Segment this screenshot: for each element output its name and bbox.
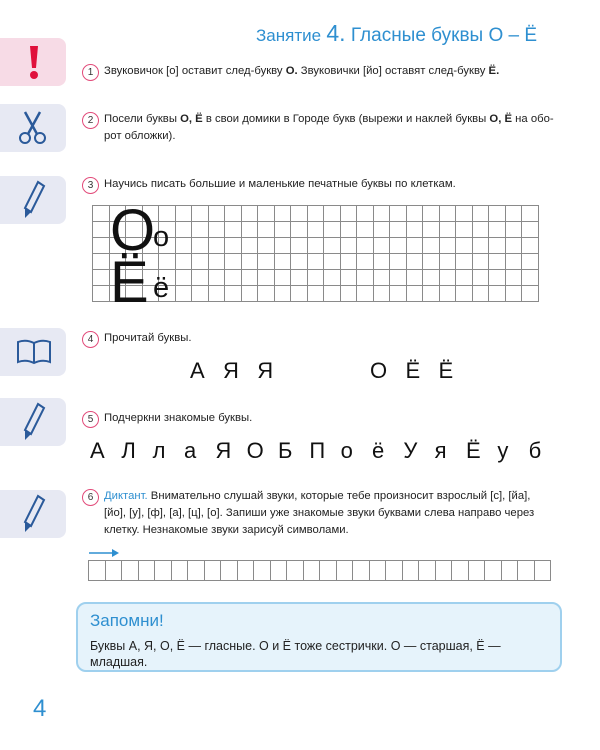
grid-cell[interactable] [485,561,502,581]
grid-cell[interactable] [357,222,374,238]
grid-cell[interactable] [489,238,506,254]
grid-cell[interactable] [274,270,291,286]
grid-cell[interactable] [357,254,374,270]
grid-cell[interactable] [192,270,209,286]
grid-cell[interactable] [505,254,522,270]
grid-cell[interactable] [274,238,291,254]
grid-cell[interactable] [105,561,122,581]
grid-cell[interactable] [274,286,291,302]
grid-cell[interactable] [155,561,172,581]
grid-cell[interactable] [456,206,473,222]
exclamation-icon [22,42,46,82]
grid-cell[interactable] [93,270,110,286]
pencil-tab-1 [0,176,66,224]
grid-cell[interactable] [192,286,209,302]
grid-cell[interactable] [340,206,357,222]
grid-cell[interactable] [522,286,539,302]
grid-small-letter-yo: ё [153,272,170,304]
grid-cell[interactable] [423,270,440,286]
grid-cell[interactable] [171,561,188,581]
grid-cell[interactable] [241,286,258,302]
underline-letters-row [88,438,558,466]
underline-letter[interactable]: А [90,438,105,463]
grid-cell[interactable] [340,286,357,302]
grid-cell[interactable] [353,561,370,581]
underline-letter[interactable]: Ё [466,438,481,463]
task-number-2: 2 [82,112,99,129]
grid-cell[interactable] [93,206,110,222]
grid-cell[interactable] [390,286,407,302]
grid-cell[interactable] [307,286,324,302]
grid-cell[interactable] [254,561,271,581]
underline-letter[interactable]: б [528,438,542,463]
underline-letter[interactable]: у [497,438,509,463]
grid-cell[interactable] [175,270,192,286]
grid-cell[interactable] [307,254,324,270]
grid-cell[interactable] [274,206,291,222]
underline-letter[interactable]: л [152,438,166,463]
grid-cell[interactable] [406,222,423,238]
grid-cell[interactable] [522,222,539,238]
grid-cell[interactable] [237,561,254,581]
grid-cell[interactable] [439,222,456,238]
grid-cell[interactable] [274,222,291,238]
grid-cell[interactable] [258,222,275,238]
grid-cell[interactable] [324,286,341,302]
grid-cell[interactable] [138,561,155,581]
grid-cell[interactable] [373,206,390,222]
grid-cell[interactable] [241,270,258,286]
grid-cell[interactable] [307,238,324,254]
grid-cell[interactable] [208,238,225,254]
grid-cell[interactable] [522,206,539,222]
grid-cell[interactable] [225,222,242,238]
grid-cell[interactable] [406,286,423,302]
grid-cell[interactable] [522,254,539,270]
grid-cell[interactable] [225,254,242,270]
grid-cell[interactable] [489,286,506,302]
grid-cell[interactable] [291,206,308,222]
grid-cell[interactable] [320,561,337,581]
grid-cell[interactable] [188,561,205,581]
grid-cell[interactable] [439,270,456,286]
remember-title: Запомни! [90,611,164,630]
grid-cell[interactable] [423,286,440,302]
grid-cell[interactable] [258,270,275,286]
grid-cell[interactable] [406,238,423,254]
grid-cell[interactable] [291,270,308,286]
dictation-grid-table[interactable] [88,560,551,581]
grid-cell[interactable] [241,222,258,238]
grid-cell[interactable] [291,222,308,238]
grid-cell[interactable] [505,206,522,222]
grid-cell[interactable] [291,238,308,254]
grid-cell[interactable] [225,270,242,286]
task-1-text: Звуковичок [о] оставит след-букву О. Звуковички [йо] оставят след-букву Ё. [104,65,500,77]
grid-cell[interactable] [291,286,308,302]
task-5-text: Подчеркни знакомые буквы. [104,412,253,424]
underline-letter[interactable]: о [340,438,353,463]
grid-cell[interactable] [336,561,353,581]
task-6-text: Диктант. Внимательно слушай звуки, которые тебе произносит взрослый [с], [йа], [йо], [у], [ф], [а], [ц], [о]. Запиши уже знакомые звуки буквами слева направо через клетку. Незнакомые звуки зарисуй символами. [104,490,535,536]
underline-letter[interactable]: Л [121,438,136,463]
grid-cell[interactable] [208,270,225,286]
grid-cell[interactable] [456,254,473,270]
page-number: 4 [33,695,47,722]
grid-cell[interactable] [208,254,225,270]
grid-cell[interactable] [192,206,209,222]
grid-cell[interactable] [225,206,242,222]
grid-cell[interactable] [175,222,192,238]
pencil-icon [22,180,46,222]
grid-cell[interactable] [472,286,489,302]
task-number-3: 3 [82,177,99,194]
grid-cell[interactable] [324,206,341,222]
grid-cell[interactable] [402,561,419,581]
grid-cell[interactable] [423,238,440,254]
scissors-tab [0,104,66,152]
grid-cell[interactable] [93,254,110,270]
grid-cell[interactable] [456,238,473,254]
grid-cell[interactable] [472,238,489,254]
book-tab [0,328,66,376]
task-number-4: 4 [82,331,99,348]
underline-letter[interactable]: Я [215,438,232,463]
grid-cell[interactable] [423,222,440,238]
grid-big-letter-o: О [110,198,156,263]
scissors-icon [18,108,48,148]
page-title: Занятие 4. Гласные буквы О – Ё [256,20,538,46]
grid-cell[interactable] [324,222,341,238]
grid-cell[interactable] [303,561,320,581]
grid-cell[interactable] [373,270,390,286]
grid-cell[interactable] [406,254,423,270]
grid-cell[interactable] [505,222,522,238]
task-2-text: Посели буквы О, Ё в свои домики в Городе букв (вырежи и наклей буквы О, Ё на обо- рот обложки). [104,113,554,142]
grid-cell[interactable] [307,222,324,238]
grid-cell[interactable] [489,206,506,222]
grid-cell[interactable] [439,286,456,302]
grid-cell[interactable] [291,254,308,270]
grid-cell[interactable] [501,561,518,581]
grid-cell[interactable] [373,222,390,238]
grid-cell[interactable] [192,254,209,270]
grid-cell[interactable] [192,238,209,254]
grid-cell[interactable] [340,270,357,286]
grid-cell[interactable] [357,206,374,222]
grid-cell[interactable] [340,238,357,254]
pencil-icon [22,494,46,536]
grid-cell[interactable] [518,561,535,581]
pencil-icon [22,402,46,444]
grid-cell[interactable] [340,254,357,270]
task-3-text: Научись писать большие и маленькие печатные буквы по клеткам. [104,178,456,190]
grid-cell[interactable] [258,206,275,222]
grid-cell[interactable] [390,254,407,270]
grid-cell[interactable] [390,222,407,238]
grid-cell[interactable] [225,286,242,302]
read-letters-group-1: А Я Я [190,358,274,383]
underline-letter[interactable]: Б [278,438,293,463]
grid-cell[interactable] [340,222,357,238]
grid-cell[interactable] [357,270,374,286]
grid-cell[interactable] [357,238,374,254]
grid-cell[interactable] [175,286,192,302]
grid-cell[interactable] [175,254,192,270]
grid-cell[interactable] [274,254,291,270]
book-icon [16,338,52,368]
grid-cell[interactable] [472,206,489,222]
task-number-6: 6 [82,489,99,506]
grid-cell[interactable] [324,238,341,254]
grid-cell[interactable] [307,206,324,222]
underline-letter[interactable]: О [246,438,264,463]
grid-cell[interactable] [258,286,275,302]
grid-big-letter-yo: Ё [110,250,149,315]
grid-cell[interactable] [390,238,407,254]
grid-cell[interactable] [386,561,403,581]
grid-cell[interactable] [505,238,522,254]
grid-cell[interactable] [175,206,192,222]
grid-cell[interactable] [406,270,423,286]
grid-cell[interactable] [522,270,539,286]
grid-cell[interactable] [522,238,539,254]
grid-cell[interactable] [435,561,452,581]
grid-cell[interactable] [439,206,456,222]
grid-cell[interactable] [456,286,473,302]
grid-cell[interactable] [505,286,522,302]
grid-cell[interactable] [439,254,456,270]
grid-cell[interactable] [93,286,110,302]
remember-box [76,602,562,672]
grid-cell[interactable] [423,254,440,270]
grid-cell[interactable] [534,561,551,581]
grid-cell[interactable] [472,222,489,238]
grid-cell[interactable] [472,254,489,270]
grid-cell[interactable] [489,254,506,270]
task-4-text: Прочитай буквы. [104,332,192,344]
grid-cell[interactable] [489,270,506,286]
grid-cell[interactable] [390,270,407,286]
grid-cell[interactable] [204,561,221,581]
grid-cell[interactable] [324,254,341,270]
grid-cell[interactable] [373,286,390,302]
remember-text: Буквы А, Я, О, Ё — гласные. О и Ё тоже сестрички. О — старшая, Ё — младшая. [90,639,501,669]
task-number-1: 1 [82,64,99,81]
grid-cell[interactable] [287,561,304,581]
grid-cell[interactable] [439,238,456,254]
grid-cell[interactable] [373,254,390,270]
grid-cell[interactable] [122,561,139,581]
grid-cell[interactable] [208,222,225,238]
grid-cell[interactable] [390,206,407,222]
grid-small-letter-o: о [153,221,170,253]
task-number-5: 5 [82,411,99,428]
grid-cell[interactable] [221,561,238,581]
exclamation-tab [0,38,66,86]
grid-cell[interactable] [241,206,258,222]
grid-cell[interactable] [419,561,436,581]
grid-cell[interactable] [208,206,225,222]
grid-cell[interactable] [456,222,473,238]
grid-cell[interactable] [258,238,275,254]
grid-cell[interactable] [241,238,258,254]
grid-cell[interactable] [357,286,374,302]
grid-cell[interactable] [159,206,176,222]
underline-letter[interactable]: а [184,438,197,463]
grid-cell[interactable] [468,561,485,581]
grid-cell[interactable] [93,238,110,254]
pencil-tab-2 [0,398,66,446]
grid-cell[interactable] [373,238,390,254]
underline-letter[interactable]: ё [372,438,385,463]
grid-cell[interactable] [258,254,275,270]
grid-cell[interactable] [307,270,324,286]
grid-cell[interactable] [241,254,258,270]
grid-cell[interactable] [369,561,386,581]
underline-letter[interactable]: П [309,438,326,463]
underline-letter[interactable]: я [434,438,447,463]
grid-cell[interactable] [225,238,242,254]
grid-cell[interactable] [208,286,225,302]
grid-cell[interactable] [505,270,522,286]
grid-cell[interactable] [192,222,209,238]
arrow-right-icon [88,548,120,558]
grid-cell[interactable] [89,561,106,581]
read-letters-group-2: О Ё Ё [370,358,454,383]
grid-cell[interactable] [456,270,473,286]
grid-cell[interactable] [159,254,176,270]
grid-cell[interactable] [406,206,423,222]
pencil-tab-3 [0,490,66,538]
grid-cell[interactable] [472,270,489,286]
grid-cell[interactable] [324,270,341,286]
grid-cell[interactable] [423,206,440,222]
grid-cell[interactable] [270,561,287,581]
grid-cell[interactable] [452,561,469,581]
grid-cell[interactable] [93,222,110,238]
dictation-grid[interactable] [88,560,551,581]
grid-cell[interactable] [489,222,506,238]
grid-cell[interactable] [175,238,192,254]
underline-letter[interactable]: У [403,438,418,463]
